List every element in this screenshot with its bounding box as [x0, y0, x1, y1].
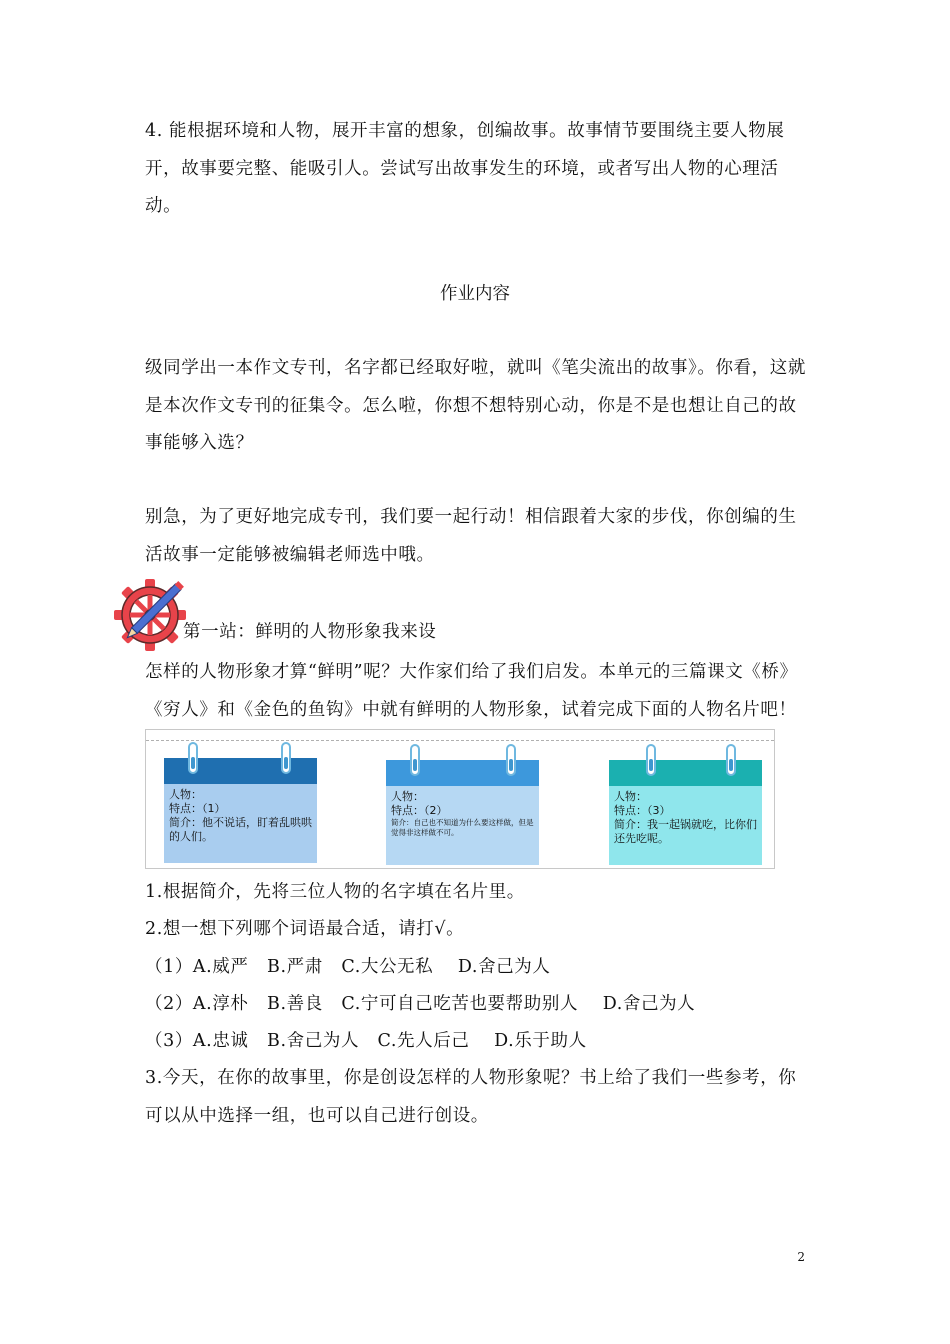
section-title: 作业内容 [440, 284, 510, 304]
card-trait-label: 特点：（3） [614, 804, 671, 817]
card-person-label: 人物： [391, 790, 424, 803]
gear-pencil-icon [112, 575, 192, 655]
question-1-options: （1）A.威严 B.严肃 C.大公无私 D.舍己为人 [145, 957, 551, 977]
character-card-3 [609, 760, 762, 865]
card-intro-text: 简介：他不说话，盯着乱哄哄的人们。 [169, 816, 312, 843]
card-header [164, 758, 317, 784]
station-1-title: 第一站：鲜明的人物形象我来设 [183, 622, 437, 642]
panel-divider [146, 740, 774, 741]
question-3-options: （3）A.忠诚 B.舍己为人 C.先人后己 D.乐于助人 [145, 1031, 587, 1051]
card-person-label: 人物： [614, 790, 647, 803]
question-2-options: （2）A.淳朴 B.善良 C.宁可自己吃苦也要帮助别人 D.舍己为人 [145, 994, 696, 1014]
card-body [386, 786, 539, 865]
binder-ring-icon [506, 744, 516, 776]
card-header [386, 760, 539, 786]
objective-4-paragraph: 4. 能根据环境和人物，展开丰富的想象，创编故事。故事情节要围绕主要人物展开，故事要完整、能吸引人。尝试写出故事发生的环境，或者写出人物的心理活动。 [145, 121, 785, 216]
card-header [609, 760, 762, 786]
binder-ring-icon [726, 744, 736, 776]
card-trait-label: 特点：（2） [391, 804, 448, 817]
character-card-1 [164, 758, 317, 863]
encouragement-paragraph: 别急，为了更好地完成专刊，我们要一起行动！相信跟着大家的步伐，你创编的生活故事一定能够被编辑老师选中哦。 [145, 507, 797, 565]
character-card-2 [386, 760, 539, 865]
character-cards-panel [145, 729, 775, 869]
card-person-label: 人物： [169, 788, 202, 801]
binder-ring-icon [646, 744, 656, 776]
card-body [609, 786, 762, 865]
card-intro-text: 简介：自己也不知道为什么要这样做，但是觉得非这样做不可。 [391, 818, 534, 837]
binder-ring-icon [281, 742, 291, 774]
page-number: 2 [797, 1250, 805, 1264]
station-1-description: 怎样的人物形象才算“鲜明”呢？大作家们给了我们启发。本单元的三篇课文《桥》《穷人》和《金色的鱼钩》中就有鲜明的人物形象，试着完成下面的人物名片吧！ [145, 662, 798, 720]
task-1: 1.根据简介，先将三位人物的名字填在名片里。 [145, 882, 525, 902]
task-3: 3.今天，在你的故事里，你是创设怎样的人物形象呢？书上给了我们一些参考，你可以从中选择一组，也可以自己进行创设。 [145, 1068, 797, 1126]
card-intro-text: 简介：我一起锅就吃，比你们还先吃呢。 [614, 818, 757, 845]
task-2: 2.想一想下列哪个词语最合适，请打√。 [145, 919, 465, 939]
card-trait-label: 特点：（1） [169, 802, 226, 815]
story-intro-paragraph: 级同学出一本作文专刊，名字都已经取好啦，就叫《笔尖流出的故事》。你看，这就是本次作文专刊的征集令。怎么啦，你想不想特别心动，你是不是也想让自己的故事能够入选？ [145, 358, 806, 453]
binder-ring-icon [188, 742, 198, 774]
card-body [164, 784, 317, 863]
binder-ring-icon [410, 744, 420, 776]
